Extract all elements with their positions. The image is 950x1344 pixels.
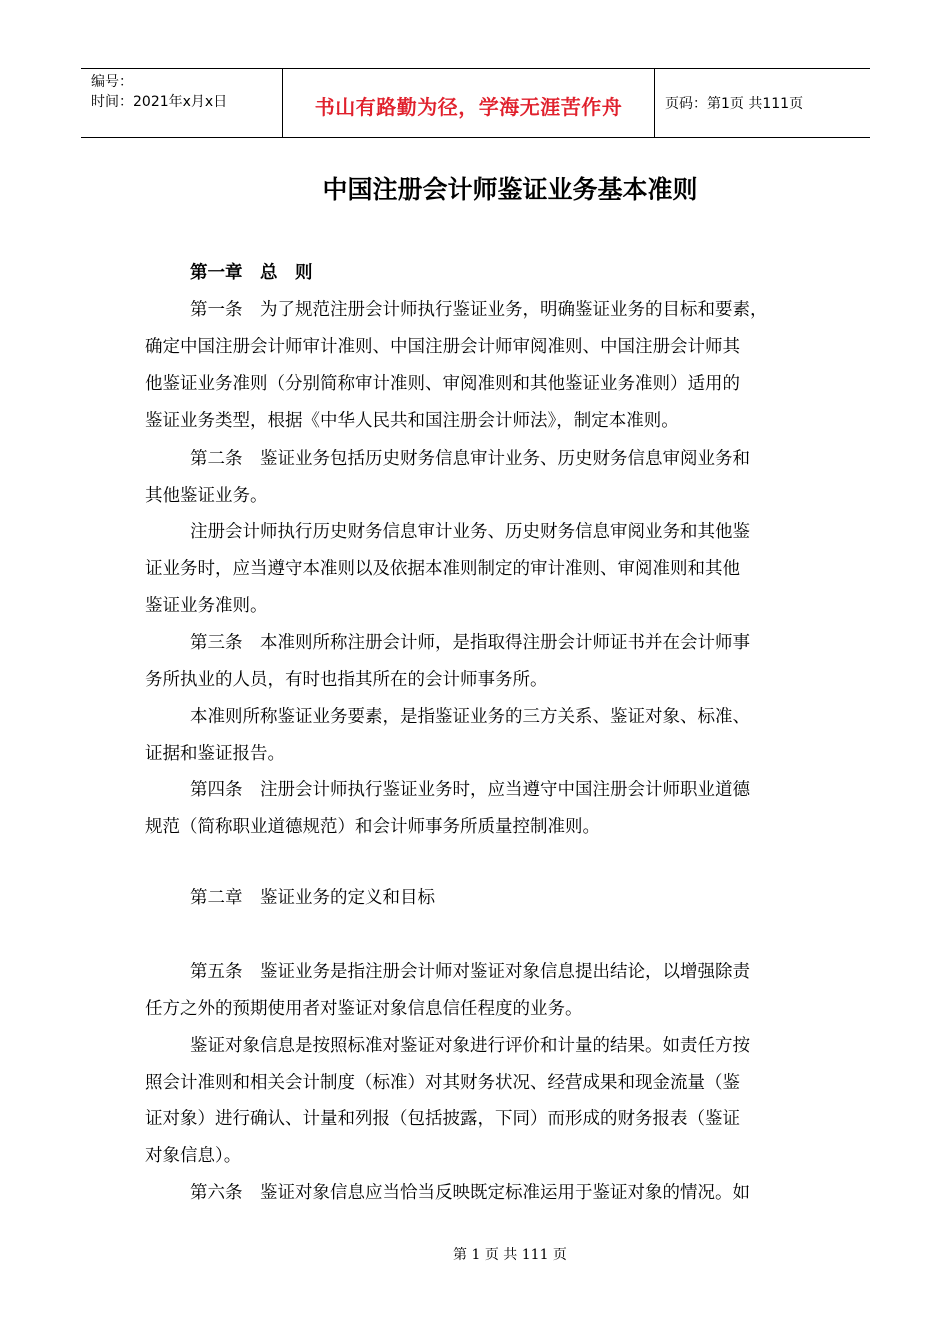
header-motto-cell <box>283 69 655 137</box>
text-line: 务所执业的人员，有时也指其所在的会计师事务所。 <box>145 670 548 690</box>
page-footer: 第 1 页 共 111 页 <box>453 1247 567 1263</box>
text-line: 鉴证对象信息是按照标准对鉴证对象进行评价和计量的结果。如责任方按 <box>190 1036 750 1056</box>
text-line: 第三条 本准则所称注册会计师，是指取得注册会计师证书并在会计师事 <box>190 633 750 653</box>
text-line: 第六条 鉴证对象信息应当恰当反映既定标准运用于鉴证对象的情况。如 <box>190 1183 750 1203</box>
page-info: 页码：第1页 共111页 <box>665 96 804 112</box>
text-line: 证对象）进行确认、计量和列报（包括披露，下同）而形成的财务报表（鉴证 <box>145 1109 740 1129</box>
text-line: 任方之外的预期使用者对鉴证对象信息信任程度的业务。 <box>145 999 583 1019</box>
text-line: 本准则所称鉴证业务要素，是指鉴证业务的三方关系、鉴证对象、标准、 <box>190 707 750 727</box>
text-line: 照会计准则和相关会计制度（标准）对其财务状况、经营成果和现金流量（鉴 <box>145 1073 740 1093</box>
header-table <box>81 68 870 138</box>
text-line: 规范（简称职业道德规范）和会计师事务所质量控制准则。 <box>145 817 600 837</box>
text-line: 第四条 注册会计师执行鉴证业务时，应当遵守中国注册会计师职业道德 <box>190 780 750 800</box>
motto: 书山有路勤为径，学海无涯苦作舟 <box>314 95 623 119</box>
text-line: 鉴证业务类型，根据《中华人民共和国注册会计师法》，制定本准则。 <box>145 411 679 431</box>
text-line: 鉴证业务准则。 <box>145 596 268 616</box>
text-line: 第二条 鉴证业务包括历史财务信息审计业务、历史财务信息审阅业务和 <box>190 449 750 469</box>
text-line: 证业务时，应当遵守本准则以及依据本准则制定的审计准则、审阅准则和其他 <box>145 559 740 579</box>
text-line: 确定中国注册会计师审计准则、中国注册会计师审阅准则、中国注册会计师其 <box>145 337 740 357</box>
time-label: 时间：2021年x月x日 <box>91 94 228 110</box>
text-line: 其他鉴证业务。 <box>145 486 268 506</box>
text-line: 注册会计师执行历史财务信息审计业务、历史财务信息审阅业务和其他鉴 <box>190 522 750 542</box>
document-title: 中国注册会计师鉴证业务基本准则 <box>322 175 698 204</box>
chapter-heading: 第二章 鉴证业务的定义和目标 <box>190 888 435 908</box>
text-line: 他鉴证业务准则（分别简称审计准则、审阅准则和其他鉴证业务准则）适用的 <box>145 374 740 394</box>
text-line: 证据和鉴证报告。 <box>145 744 285 764</box>
text-line: 第五条 鉴证业务是指注册会计师对鉴证对象信息提出结论，以增强除责 <box>190 962 750 982</box>
text-line: 对象信息）。 <box>145 1146 242 1166</box>
number-label: 编号： <box>91 74 133 90</box>
chapter-heading: 第一章 总 则 <box>190 263 313 283</box>
header-page-cell <box>655 69 870 137</box>
header-info-cell <box>81 69 283 137</box>
text-line: 第一条 为了规范注册会计师执行鉴证业务，明确鉴证业务的目标和要素， <box>190 300 768 320</box>
